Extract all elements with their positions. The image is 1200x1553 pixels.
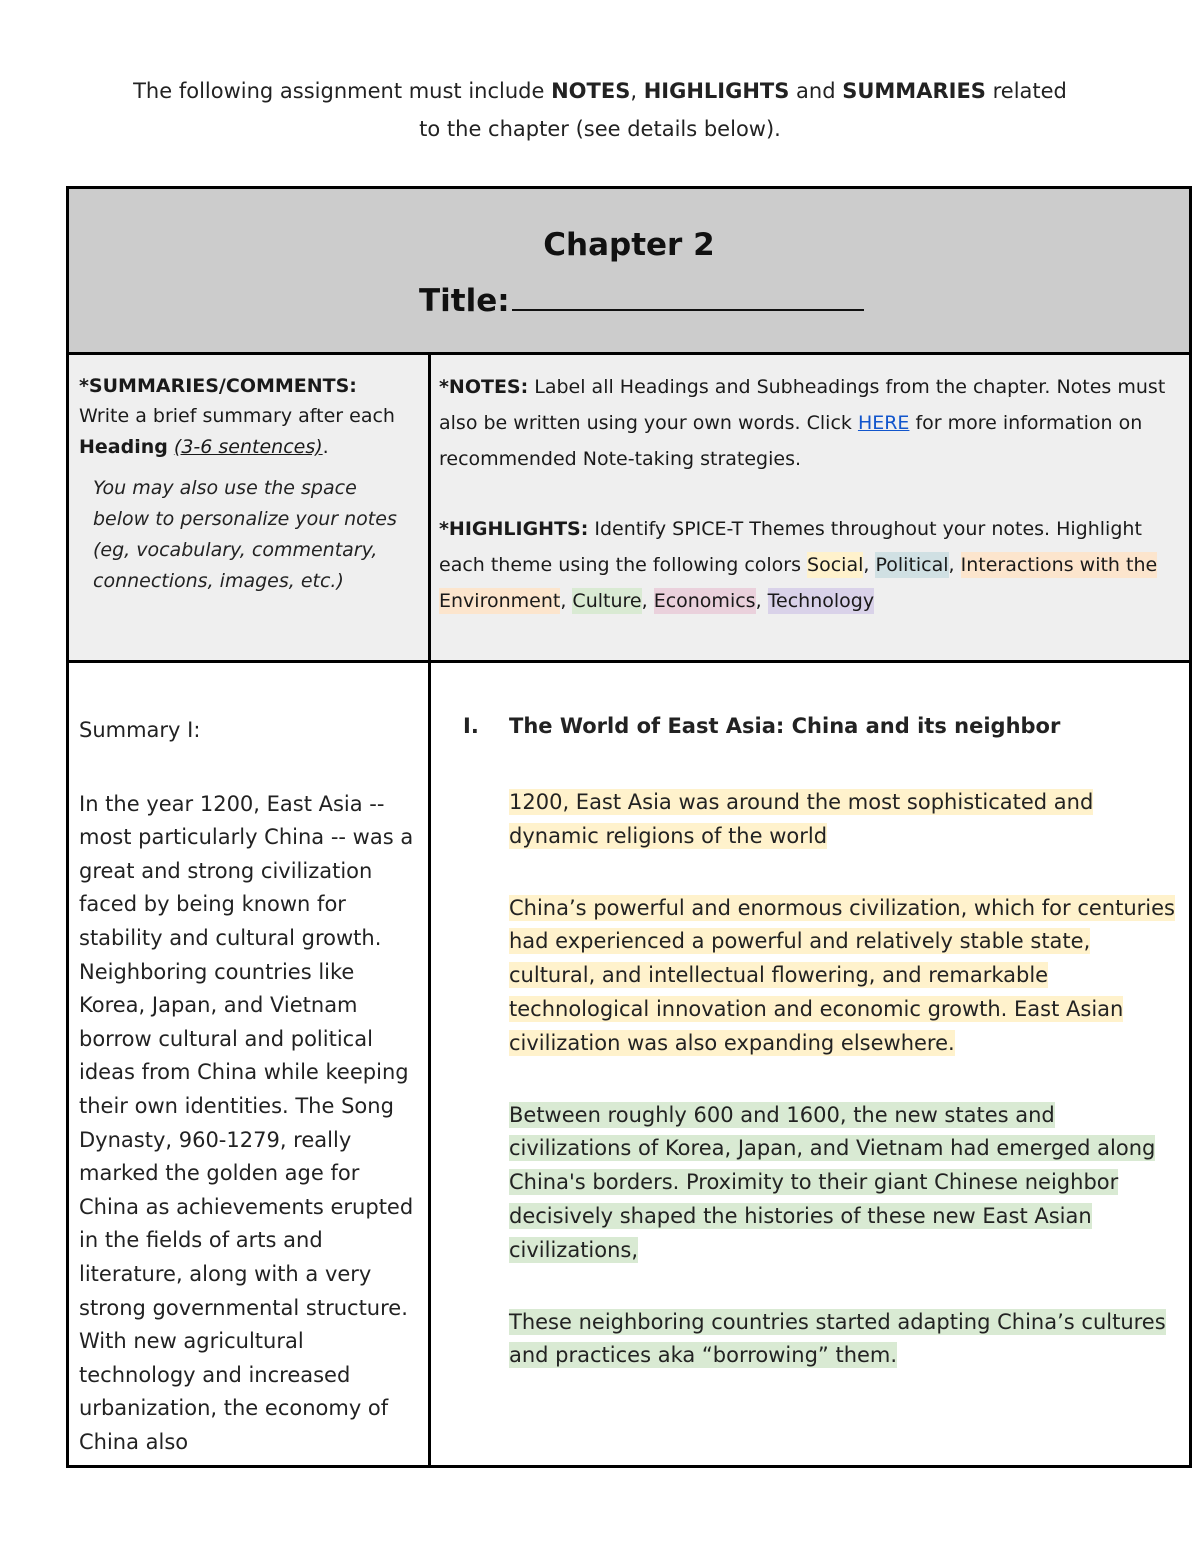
chapter-header bbox=[69, 189, 1189, 355]
assignment-instructions bbox=[0, 72, 1200, 148]
theme-political: Political bbox=[875, 554, 949, 576]
highlights-label: *HIGHLIGHTS: bbox=[439, 518, 589, 540]
summary-column[interactable] bbox=[79, 714, 424, 1459]
notes-highlights-instructions bbox=[431, 355, 1189, 660]
title-blank-line[interactable] bbox=[512, 279, 864, 311]
personalize-note: You may also use the space below to personalize your notes (eg, vocabulary, commentary, connections, images, etc.) bbox=[93, 477, 397, 592]
highlights-keyword: HIGHLIGHTS bbox=[643, 79, 790, 103]
highlights-instructions: *HIGHLIGHTS: Identify SPICE-T Themes throughout your notes. Highlight each theme using the following colors Social, Political, Interactions with the Environment, Culture, Economics, Technology bbox=[439, 518, 1158, 612]
theme-economics: Economics bbox=[653, 590, 756, 612]
notes-label: *NOTES: bbox=[439, 376, 529, 398]
heading-keyword: Heading bbox=[79, 436, 168, 458]
note-paragraph bbox=[509, 1306, 1177, 1374]
theme-culture: Culture bbox=[572, 590, 642, 612]
notes-column[interactable] bbox=[431, 714, 1189, 1373]
note-paragraph bbox=[509, 786, 1177, 854]
note-text-culture: These neighboring countries started adapting China’s cultures and practices aka “borrowing” them. bbox=[509, 1309, 1166, 1368]
note-text-culture: Between roughly 600 and 1600, the new states and civilizations of Korea, Japan, and Vietnam had emerged along China's borders. Proximity to their giant Chinese neighbor decisively shaped the histories of these new East Asian civilizations, bbox=[509, 1102, 1156, 1262]
row-divider bbox=[69, 660, 1189, 663]
title-label: Title: bbox=[419, 283, 510, 319]
note-paragraph bbox=[509, 1099, 1177, 1268]
sentence-count: (3-6 sentences) bbox=[173, 436, 323, 458]
summaries-keyword: SUMMARIES bbox=[842, 79, 986, 103]
section-heading bbox=[431, 714, 1189, 748]
chapter-number: Chapter 2 bbox=[543, 227, 715, 263]
summary-label: Summary I: bbox=[79, 718, 201, 742]
theme-social: Social bbox=[807, 554, 864, 576]
notes-keyword: NOTES bbox=[551, 79, 631, 103]
summaries-label: *SUMMARIES/COMMENTS: bbox=[79, 375, 357, 397]
section-title: The World of East Asia: China and its neighbor bbox=[509, 714, 1061, 738]
section-numeral: I. bbox=[463, 714, 479, 738]
notes-instructions: *NOTES: Label all Headings and Subheadings from the chapter. Notes must also be written using your own words. Click HERE for more information on recommended Note-taking strategies. bbox=[439, 376, 1166, 470]
summaries-instructions: *SUMMARIES/COMMENTS: Write a brief summary after each Heading (3-6 sentences). You may also use the space below to personalize your notes (eg, vocabulary, commentary, connections, images, etc.) bbox=[69, 355, 428, 660]
note-paragraph bbox=[509, 892, 1177, 1061]
theme-environment: Interactions with the Environment bbox=[439, 554, 1158, 612]
note-text-social: China’s powerful and enormous civilization, which for centuries had experienced a powerful and relatively stable state, cultural, and intellectual flowering, and remarkable technological innovation and economic growth. East Asian civilization was also expanding elsewhere. bbox=[509, 895, 1175, 1055]
note-text-social: 1200, East Asia was around the most sophisticated and dynamic religions of the world bbox=[509, 790, 1094, 848]
here-link[interactable]: HERE bbox=[857, 412, 910, 434]
title-field[interactable] bbox=[419, 279, 864, 319]
theme-technology: Technology bbox=[767, 590, 875, 612]
instructions-line-1: The following assignment must include NOTES, HIGHLIGHTS and SUMMARIES related bbox=[133, 79, 1067, 103]
instructions-line-2: to the chapter (see details below). bbox=[419, 117, 781, 141]
summary-text: In the year 1200, East Asia -- most particularly China -- was a great and strong civilization faced by being known for stability and cultural growth. Neighboring countries like Korea, Japan, and Vietnam borrow cultural and political ideas from China while keeping their own identities. The Song Dynasty, 960-1279, really marked the golden age for China as achievements erupted in the fields of arts and literature, along with a very strong governmental structure. With new agricultural technology and increased urbanization, the economy of China also bbox=[79, 791, 414, 1454]
notes-table bbox=[66, 186, 1192, 1468]
